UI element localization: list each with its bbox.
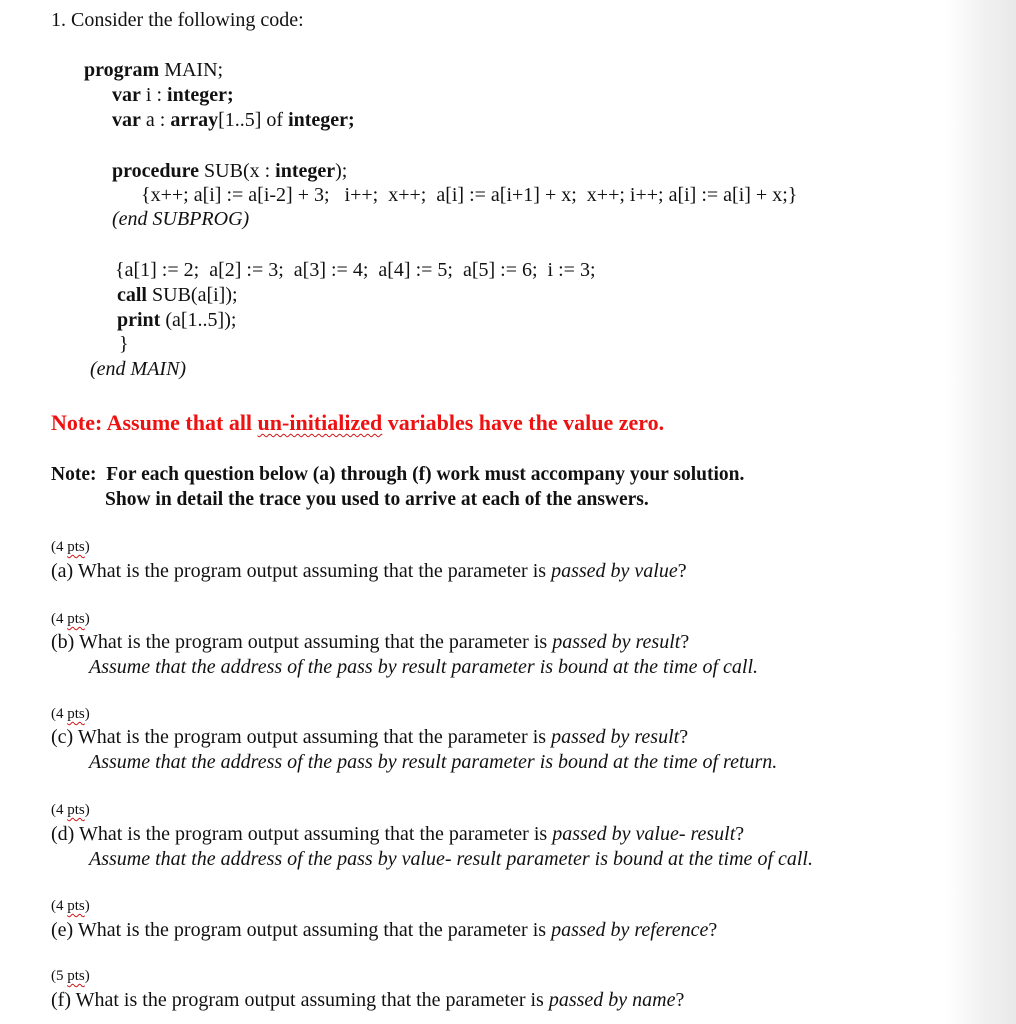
- part-label: (b): [51, 631, 75, 653]
- page-edge-shadow: [946, 0, 1016, 1024]
- var-a-name: a :: [140, 109, 171, 131]
- part-label: (e): [51, 919, 74, 941]
- note-work-line1: Note: For each question below (a) through (f) work must accompany your solution.: [51, 464, 745, 485]
- spellcheck-flagged-word: pts: [67, 898, 85, 914]
- part-label: (c): [51, 726, 74, 748]
- part-b-question: (b) What is the program output assuming that the parameter is passed by result?: [51, 631, 690, 653]
- var-i-name: i :: [140, 84, 168, 106]
- code-call-line: [117, 283, 238, 307]
- part-c-question: (c) What is the program output assuming that the parameter is passed by result?: [51, 726, 689, 748]
- array-range: [1..5] of: [218, 109, 289, 131]
- keyword-integer: integer: [275, 160, 336, 182]
- call-statement: SUB(a[i]);: [147, 284, 238, 306]
- spellcheck-flagged-word: pts: [67, 539, 85, 555]
- points-label: (4 pts): [51, 539, 90, 555]
- keyword-array: array: [170, 109, 219, 131]
- points-label: (4 pts): [51, 706, 90, 722]
- part-b-assumption: Assume that the address of the pass by result parameter is bound at the time of call.: [89, 656, 759, 678]
- keyword-integer: integer;: [288, 109, 355, 131]
- part-c-assumption: Assume that the address of the pass by result parameter is bound at the time of return.: [89, 751, 778, 773]
- part-d-question: (d) What is the program output assuming that the parameter is passed by value- result?: [51, 823, 745, 845]
- note-uninitialized-end: variables have the value zero.: [382, 410, 665, 435]
- passing-mode: passed by value- result: [552, 823, 736, 845]
- points-label: (4 pts): [51, 611, 90, 627]
- keyword-var: var: [112, 84, 141, 106]
- spellcheck-flagged-word: pts: [67, 968, 85, 984]
- code-var-a-line: [112, 108, 355, 132]
- keyword-call: call: [117, 284, 147, 306]
- keyword-program: program: [84, 59, 160, 81]
- passing-mode: passed by result: [552, 631, 681, 653]
- keyword-print: print: [117, 309, 161, 331]
- spellcheck-flagged-word: pts: [67, 802, 85, 818]
- points-label: (4 pts): [51, 898, 90, 914]
- part-f-question: (f) What is the program output assuming that the parameter is passed by name?: [51, 989, 685, 1011]
- code-main-init: {a[1] := 2; a[2] := 3; a[3] := 4; a[4] := 5; a[5] := 6; i := 3;: [115, 259, 596, 281]
- code-program-line: [84, 58, 223, 82]
- note-uninitialized-start: Note: Assume that all: [51, 410, 258, 435]
- code-end-main: (end MAIN): [90, 358, 187, 380]
- spellcheck-flagged-word: un-initialized: [257, 410, 383, 435]
- part-e-question: (e) What is the program output assuming that the parameter is passed by reference?: [51, 919, 718, 941]
- print-statement: (a[1..5]);: [160, 309, 237, 331]
- procedure-signature-end: );: [335, 160, 348, 182]
- code-var-i-line: [112, 83, 234, 107]
- passing-mode: passed by name: [548, 989, 676, 1011]
- points-label: (5 pts): [51, 968, 90, 984]
- passing-mode: passed by value: [551, 560, 678, 582]
- question-heading: 1. Consider the following code:: [51, 9, 304, 31]
- points-label: (4 pts): [51, 802, 90, 818]
- program-name: MAIN;: [159, 59, 224, 81]
- part-d-assumption: Assume that the address of the pass by value- result parameter is bound at the time of call.: [89, 848, 813, 870]
- spellcheck-flagged-word: pts: [67, 706, 85, 722]
- part-label: (d): [51, 823, 75, 845]
- note-uninitialized: [51, 410, 664, 436]
- passing-mode: passed by reference: [551, 919, 709, 941]
- part-label: (a): [51, 560, 74, 582]
- keyword-integer: integer;: [167, 84, 234, 106]
- passing-mode: passed by result: [551, 726, 680, 748]
- procedure-signature: SUB(x :: [199, 160, 276, 182]
- spellcheck-flagged-word: pts: [67, 611, 85, 627]
- code-print-line: [117, 308, 236, 332]
- keyword-procedure: procedure: [112, 160, 200, 182]
- code-end-subprog: (end SUBPROG): [112, 208, 250, 230]
- code-procedure-line: [112, 159, 347, 183]
- code-close-brace: }: [119, 333, 129, 355]
- keyword-var: var: [112, 109, 141, 131]
- part-a-question: (a) What is the program output assuming that the parameter is passed by value?: [51, 560, 687, 582]
- note-work-line2: Show in detail the trace you used to arrive at each of the answers.: [105, 489, 649, 510]
- code-procedure-body: {x++; a[i] := a[i-2] + 3; i++; x++; a[i] := a[i+1] + x; x++; i++; a[i] := a[i] + x;}: [141, 184, 798, 206]
- part-label: (f): [51, 989, 71, 1011]
